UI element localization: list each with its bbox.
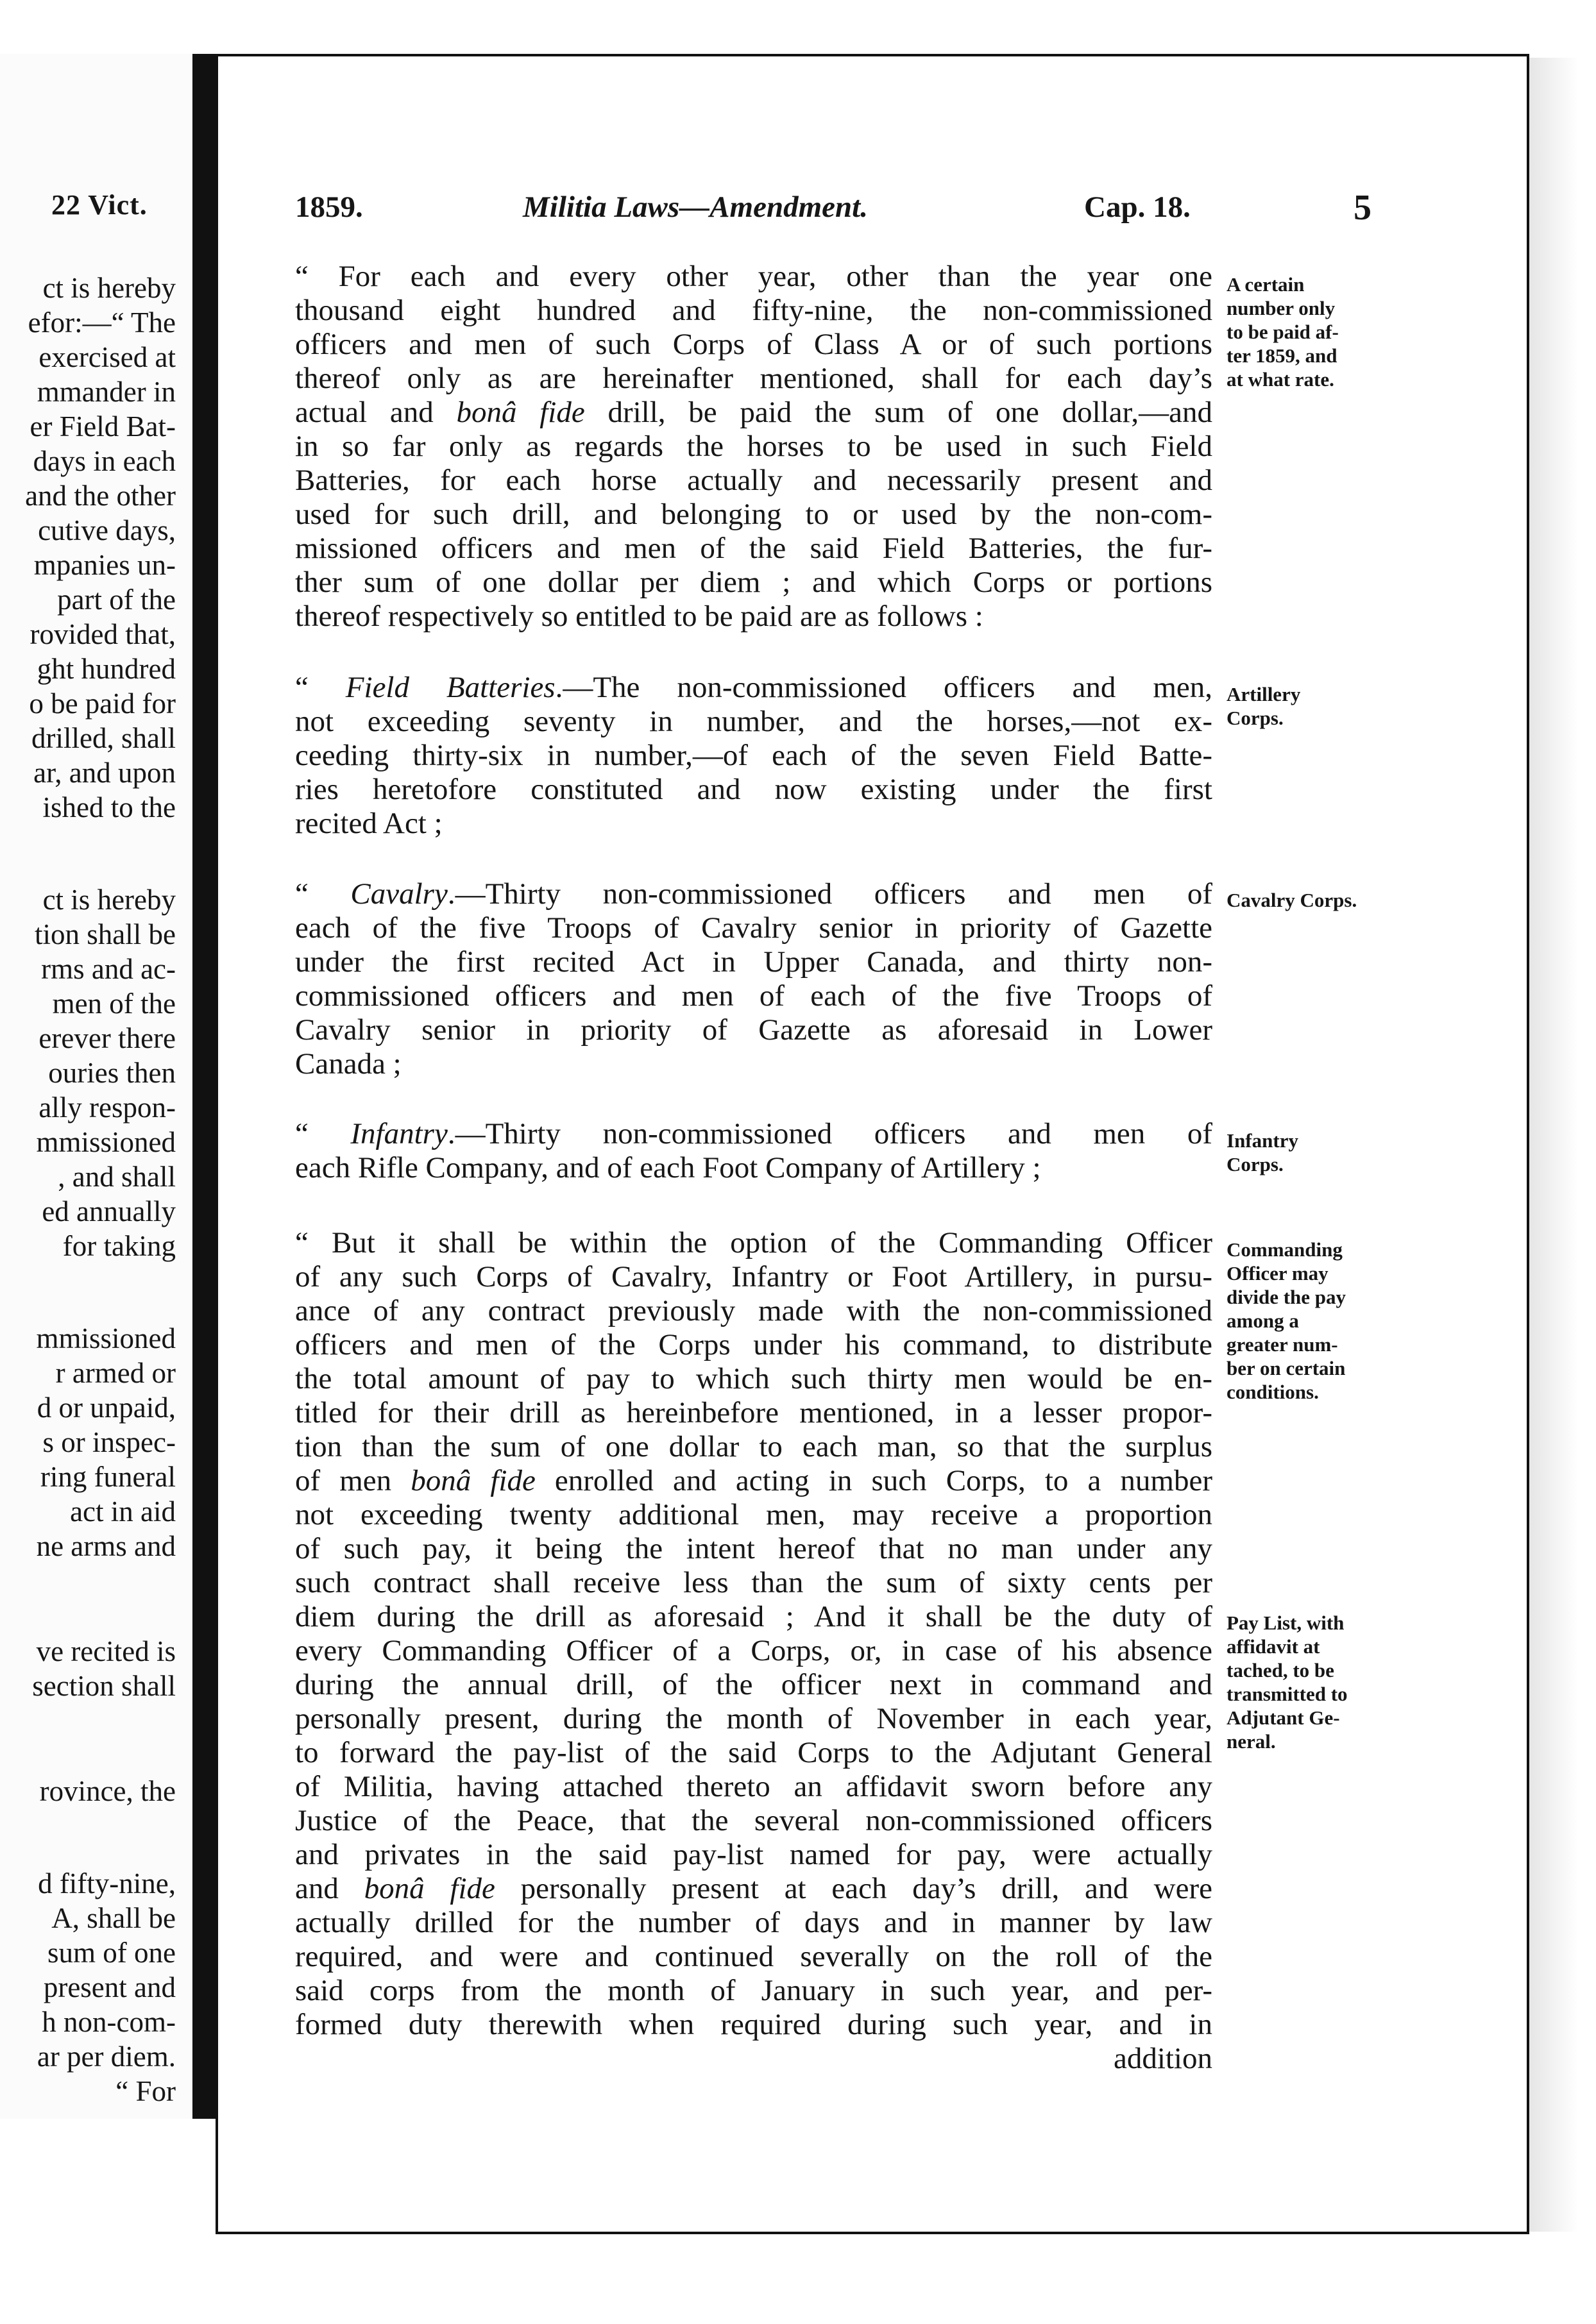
left-page-line: ouries then	[48, 1057, 176, 1089]
text-line: of such pay, it being the intent hereof that no man under any	[295, 1532, 1212, 1565]
left-page-line: ar, and upon	[33, 757, 176, 789]
left-page-line: men of the	[52, 988, 176, 1020]
left-page-line: ne arms and	[36, 1530, 176, 1562]
text-line: thereof respectively so entitled to be paid are as follows :	[295, 600, 983, 633]
text-line: each of the five Troops of Cavalry senior in priority of Gazette	[295, 911, 1212, 945]
book-gutter	[192, 54, 216, 2119]
marginal-note-line: ter 1859, and	[1227, 344, 1337, 367]
paragraph-commanding-officer	[295, 1226, 1212, 2076]
left-page-line: “ For	[115, 2075, 176, 2107]
text-line: tion than the sum of one dollar to each man, so that the surplus	[295, 1430, 1212, 1463]
text-line: ries heretofore constituted and now existing under the first	[295, 773, 1212, 806]
text-line: “ But it shall be within the option of the Commanding Officer	[295, 1226, 1212, 1259]
left-page-line: efor:—“ The	[28, 307, 176, 339]
text-line: not exceeding seventy in number, and the horses,—not ex-	[295, 705, 1212, 738]
marginal-note-line: Corps.	[1227, 1153, 1284, 1175]
text-line: every Commanding Officer of a Corps, or, in case of his absence	[295, 1634, 1212, 1667]
marginal-note-infantry	[1227, 1129, 1406, 1176]
text-line: and privates in the said pay-list named for pay, were actually	[295, 1838, 1212, 1871]
paragraph-infantry	[295, 1117, 1212, 1185]
text-line: used for such drill, and belonging to or used by the non-com-	[295, 498, 1212, 531]
marginal-note-line: to be paid af-	[1227, 321, 1339, 343]
text-line: titled for their drill as hereinbefore mentioned, in a lesser propor-	[295, 1396, 1212, 1429]
left-page-line: ring funeral	[40, 1461, 176, 1493]
left-page-line: ve recited is	[36, 1635, 176, 1667]
text-line: not exceeding twenty additional men, may receive a proportion	[295, 1498, 1212, 1531]
marginal-note-line: Pay List, with	[1227, 1612, 1345, 1634]
paragraph-pay-rate	[295, 260, 1212, 634]
left-page-line: and the other	[25, 480, 176, 512]
left-page-line: d or unpaid,	[37, 1392, 176, 1424]
left-page-line: drilled, shall	[31, 722, 176, 754]
left-page-line: o be paid for	[29, 687, 176, 720]
left-page-line: sum of one	[47, 1937, 176, 1969]
marginal-note-line: Cavalry Corps.	[1227, 889, 1357, 911]
marginal-note-commanding-officer	[1227, 1238, 1406, 1404]
text-line: addition	[1113, 2042, 1212, 2075]
text-line: said corps from the month of January in such year, and per-	[295, 1974, 1212, 2007]
paragraph-cavalry	[295, 877, 1212, 1081]
paragraph-field-batteries	[295, 671, 1212, 841]
running-head-chapter: Cap. 18.	[1084, 190, 1191, 224]
text-line: Batteries, for each horse actually and necessarily present and	[295, 464, 1212, 497]
marginal-note-line: Artillery	[1227, 683, 1301, 705]
left-page-line: ct is hereby	[42, 884, 176, 916]
text-line: the total amount of pay to which such thirty men would be en-	[295, 1362, 1212, 1395]
left-page-line: ght hundred	[37, 653, 176, 685]
text-line: “ Infantry.—Thirty non-commissioned officers and men of	[295, 1117, 1212, 1150]
text-line: Justice of the Peace, that the several non-commissioned officers	[295, 1804, 1212, 1837]
marginal-note-line: divide the pay	[1227, 1286, 1346, 1308]
text-line: thereof only as are hereinafter mentioned, shall for each day’s	[295, 362, 1212, 395]
text-line: and bonâ fide personally present at each day’s drill, and were	[295, 1872, 1212, 1905]
text-line: officers and men of such Corps of Class A or of such portions	[295, 328, 1212, 361]
marginal-note-line: Infantry	[1227, 1129, 1298, 1152]
text-line: actual and bonâ fide drill, be paid the sum of one dollar,—and	[295, 396, 1212, 429]
left-page-line: for taking	[62, 1230, 176, 1262]
text-line: ther sum of one dollar per diem ; and which Corps or portions	[295, 566, 1212, 599]
left-page-line: h non-com-	[42, 2006, 176, 2038]
marginal-note-line: number only	[1227, 297, 1336, 319]
left-page-line: rms and ac-	[41, 953, 176, 985]
text-line: under the first recited Act in Upper Canada, and thirty non-	[295, 945, 1212, 979]
marginal-note-line: neral.	[1227, 1730, 1276, 1753]
marginal-note-line: among a	[1227, 1309, 1299, 1332]
left-page-line: mpanies un-	[33, 549, 176, 581]
left-page-line: tion shall be	[35, 918, 176, 950]
left-page-line: ar per diem.	[37, 2041, 176, 2073]
marginal-note-line: greater num-	[1227, 1333, 1338, 1356]
left-page-line: A, shall be	[51, 1902, 176, 1934]
marginal-note-pay-list	[1227, 1611, 1406, 1753]
left-page-line: days in each	[33, 445, 176, 477]
marginal-note-cavalry	[1227, 888, 1406, 912]
marginal-note-line: Adjutant Ge-	[1227, 1706, 1340, 1729]
left-page-line: mmissioned	[36, 1126, 176, 1158]
marginal-note-pay-rate	[1227, 273, 1406, 391]
marginal-note-line: Commanding	[1227, 1238, 1343, 1261]
left-page-line: s or inspec-	[42, 1426, 176, 1458]
left-page-line: mmander in	[37, 376, 176, 408]
text-line: officers and men of the Corps under his command, to distribute	[295, 1328, 1212, 1361]
text-line: such contract shall receive less than the sum of sixty cents per	[295, 1566, 1212, 1599]
text-line: personally present, during the month of November in each year,	[295, 1702, 1212, 1735]
text-line: in so far only as regards the horses to be used in such Field	[295, 430, 1212, 463]
text-line: during the annual drill, of the officer next in command and	[295, 1668, 1212, 1701]
text-line: “ For each and every other year, other than the year one	[295, 260, 1212, 293]
text-line: actually drilled for the number of days and in manner by law	[295, 1906, 1212, 1939]
left-page-line: ished to the	[42, 791, 176, 823]
text-line: commissioned officers and men of each of the five Troops of	[295, 979, 1212, 1013]
marginal-note-line: tached, to be	[1227, 1659, 1334, 1681]
marginal-note-line: ber on certain	[1227, 1357, 1346, 1379]
marginal-note-line: conditions.	[1227, 1381, 1319, 1403]
left-page-fragment	[0, 54, 193, 2119]
left-page-line: mmissioned	[36, 1322, 176, 1354]
marginal-note-line: transmitted to	[1227, 1683, 1348, 1705]
left-page-line: part of the	[57, 584, 176, 616]
left-page-line: er Field Bat-	[30, 410, 176, 442]
left-page-line: ed annually	[42, 1195, 176, 1227]
left-page-line: exercised at	[38, 341, 176, 373]
text-line: “ Cavalry.—Thirty non-commissioned officers and men of	[295, 877, 1212, 911]
text-line: “ Field Batteries.—The non-commissioned officers and men,	[295, 671, 1212, 704]
text-line: of Militia, having attached thereto an affidavit sworn before any	[295, 1770, 1212, 1803]
left-page-line: present and	[43, 1971, 176, 2003]
text-line: diem during the drill as aforesaid ; And it shall be the duty of	[295, 1600, 1212, 1633]
page-edge-shadow	[1527, 58, 1578, 2232]
marginal-note-line: A certain	[1227, 273, 1305, 296]
text-line: Cavalry senior in priority of Gazette as aforesaid in Lower	[295, 1013, 1212, 1047]
text-line: of men bonâ fide enrolled and acting in such Corps, to a number	[295, 1464, 1212, 1497]
left-page-line: ct is hereby	[42, 272, 176, 304]
left-page-line: erever there	[38, 1022, 176, 1054]
text-line: thousand eight hundred and fifty-nine, the non-commissioned	[295, 294, 1212, 327]
text-line: of any such Corps of Cavalry, Infantry or Foot Artillery, in pursu-	[295, 1260, 1212, 1293]
text-line: formed duty therewith when required during such year, and in	[295, 2008, 1212, 2041]
text-line: required, and were and continued severally on the roll of the	[295, 1940, 1212, 1973]
left-page-line: rovided that,	[30, 618, 176, 650]
page-number: 5	[1354, 188, 1371, 228]
running-head-year: 1859.	[295, 190, 363, 224]
marginal-note-line: at what rate.	[1227, 368, 1334, 391]
text-line: Canada ;	[295, 1047, 402, 1081]
text-line: recited Act ;	[295, 807, 443, 840]
marginal-note-artillery	[1227, 682, 1406, 730]
left-page-line: cutive days,	[38, 514, 176, 546]
marginal-note-line: Officer may	[1227, 1262, 1329, 1284]
marginal-note-line: affidavit at	[1227, 1635, 1320, 1658]
text-line: ceeding thirty-six in number,—of each of the seven Field Batte-	[295, 739, 1212, 772]
text-line: to forward the pay-list of the said Corps to the Adjutant General	[295, 1736, 1212, 1769]
running-head-title: Militia Laws—Amendment.	[523, 190, 868, 224]
text-line: missioned officers and men of the said Field Batteries, the fur-	[295, 532, 1212, 565]
left-running-head: 22 Vict.	[51, 189, 148, 221]
left-page-line: act in aid	[70, 1495, 176, 1528]
text-line: ance of any contract previously made with the non-commissioned	[295, 1294, 1212, 1327]
left-page-line: d fifty-nine,	[38, 1867, 176, 1899]
left-page-line: ally respon-	[38, 1091, 176, 1124]
left-page-line: section shall	[32, 1670, 176, 1702]
left-page-line: rovince, the	[39, 1775, 176, 1807]
marginal-note-line: Corps.	[1227, 707, 1284, 729]
left-page-line: r armed or	[55, 1357, 176, 1389]
text-line: each Rifle Company, and of each Foot Company of Artillery ;	[295, 1151, 1041, 1184]
left-page-line: , and shall	[58, 1161, 176, 1193]
